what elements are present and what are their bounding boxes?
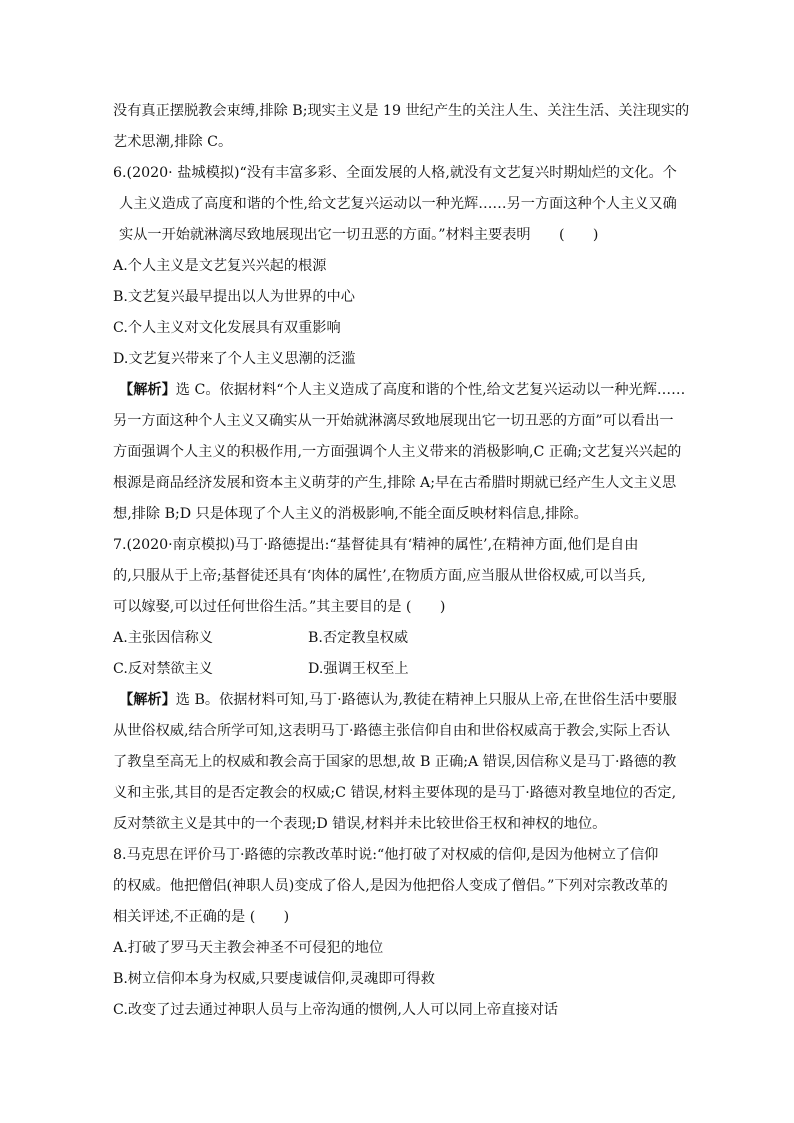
analysis-line: 想,排除 B;D 只是体现了个人主义的消极影响,不能全面反映材料信息,排除。 (113, 506, 588, 522)
option-d: D.强调王权至上 (308, 661, 409, 677)
analysis-line: 义和主张,其目的是否定教会的权威;C 错误,材料主要体现的是马丁·路德对教皇地位的否定, (113, 785, 677, 801)
option-a: A.主张因信称义 (113, 630, 213, 646)
question-8 (113, 840, 683, 1026)
options-row (113, 654, 683, 685)
question-stem-line: 的,只服从于上帝;基督徒还具有‘肉体的属性’,在物质方面,应当服从世俗权威,可以当兵, (113, 568, 646, 584)
question-stem-line: 的权威。他把僧侣(神职人员)变成了俗人,是因为他把俗人变成了僧侣。”下列对宗教改革的 (113, 878, 668, 894)
analysis-line: 根源是商品经济发展和资本主义萌芽的产生,排除 A;早在古希腊时期就已经产生人文主义思 (113, 475, 677, 491)
analysis-tag: 【解析】 (119, 692, 176, 708)
question-stem-line: 相关评述,不正确的是 ( ) (113, 909, 290, 925)
option-a: A.打破了罗马天主教会神圣不可侵犯的地位 (113, 940, 384, 956)
option-c: C.改变了过去通过神职人员与上帝沟通的惯例,人人可以同上帝直接对话 (113, 1002, 558, 1018)
question-stem-line: 8.马克思在评价马丁·路德的宗教改革时说:“他打破了对权威的信仰,是因为他树立了信仰 (113, 847, 659, 863)
option-c: C.反对禁欲主义 (113, 661, 213, 677)
question-stem-line: 7.(2020·南京模拟)马丁·路德提出:“基督徒具有‘精神的属性’,在精神方面,他们是自由 (113, 537, 639, 553)
question-7 (113, 530, 683, 840)
option-b: B.文艺复兴最早提出以人为世界的中心 (113, 289, 355, 305)
analysis-line: 从世俗权威,结合所学可知,这表明马丁·路德主张信仰自由和世俗权威高于教会,实际上否认 (113, 723, 671, 739)
question-stem-line: 6.(2020· 盐城模拟)“没有丰富多彩、全面发展的人格,就没有文艺复兴时期灿烂的文化。个 (113, 165, 677, 181)
analysis-first-line (113, 375, 686, 406)
analysis-line: 了教皇至高无上的权威和教会高于国家的思想,故 B 正确;A 错误,因信称义是马丁·路德的教 (113, 754, 677, 770)
question-stem-line: 实从一开始就淋漓尽致地展现出它一切丑恶的方面。”材料主要表明 ( ) (119, 227, 599, 243)
option-b: B.树立信仰本身为权威,只要虔诚信仰,灵魂即可得救 (113, 971, 435, 987)
option-a: A.个人主义是文艺复兴兴起的根源 (113, 258, 327, 274)
option-d: D.文艺复兴带来了个人主义思潮的泛滥 (113, 351, 356, 367)
question-stem-line: 可以嫁娶,可以过任何世俗生活。”其主要目的是 ( ) (113, 599, 446, 615)
analysis-text: 选 B。依据材料可知,马丁·路德认为,教徒在精神上只服从上帝,在世俗生活中要服 (175, 692, 677, 708)
text-line: 没有真正摆脱教会束缚,排除 B;现实主义是 19 世纪产生的关注人生、关注生活、关注现实的 (113, 103, 690, 119)
analysis-first-line (113, 685, 683, 716)
analysis-line: 方面强调个人主义的积极作用,一方面强调个人主义带来的消极影响,C 正确;文艺复兴兴起的 (113, 444, 682, 460)
question-stem-line: 人主义造成了高度和谐的个性,给文艺复兴运动以一种光辉……另一方面这种个人主义又确 (119, 196, 677, 212)
option-c: C.个人主义对文化发展具有双重影响 (113, 320, 341, 336)
document-page (113, 96, 690, 1026)
question-6 (113, 158, 686, 530)
option-b: B.否定教皇权威 (308, 630, 409, 646)
analysis-line: 反对禁欲主义是其中的一个表现;D 错误,材料并未比较世俗王权和神权的地位。 (113, 816, 607, 832)
analysis-line: 另一方面这种个人主义又确实从一开始就淋漓尽致地展现出它一切丑恶的方面”可以看出一 (113, 413, 674, 429)
options-row (113, 623, 683, 654)
analysis-text: 选 C。依据材料“个人主义造成了高度和谐的个性,给文艺复兴运动以一种光辉…… (175, 382, 686, 398)
analysis-tag: 【解析】 (119, 382, 176, 398)
text-line: 艺术思潮,排除 C。 (113, 134, 233, 150)
